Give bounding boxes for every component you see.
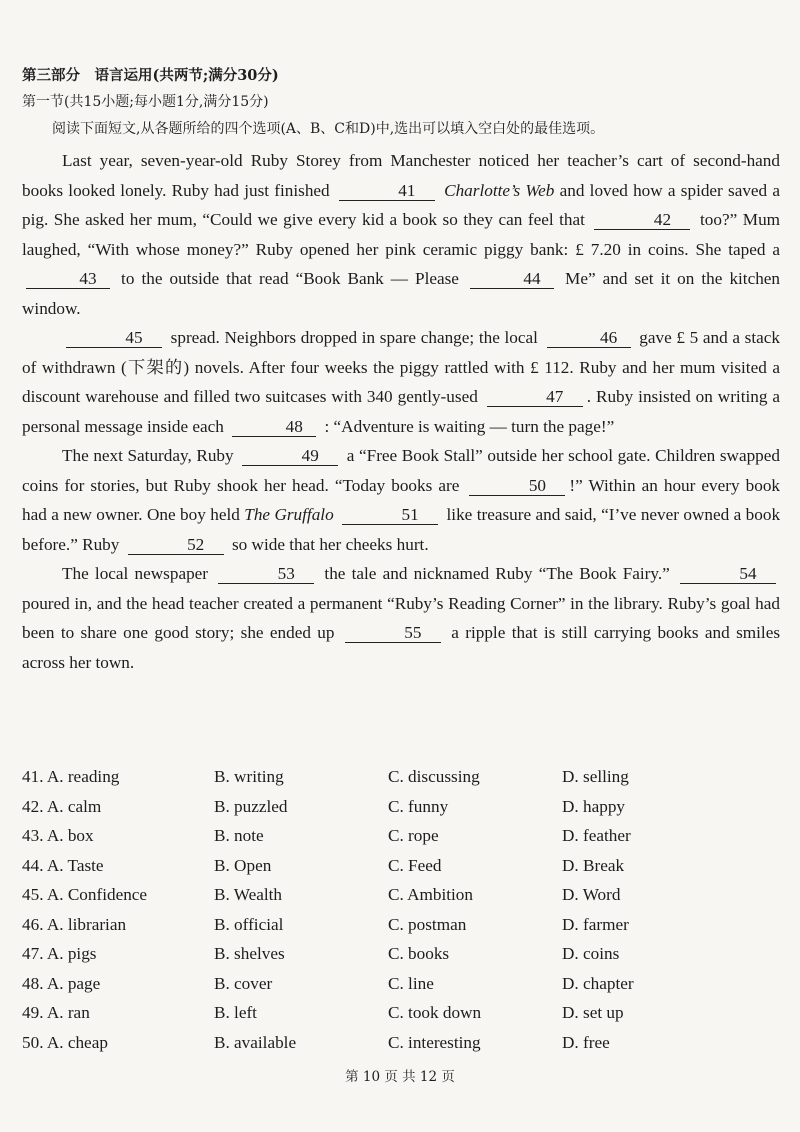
blank-46: 46	[547, 329, 631, 348]
blank-51: 51	[342, 506, 438, 525]
option-b[interactable]: B. official	[214, 914, 284, 934]
paragraph-3	[22, 441, 780, 559]
book-title: The Gruffalo	[244, 505, 334, 524]
section-heading: 第一节(共15小题;每小题1分,满分15分)	[22, 94, 269, 110]
blank-55: 55	[345, 624, 441, 643]
option-b[interactable]: B. writing	[214, 767, 284, 786]
option-a[interactable]: 43. A. box	[22, 826, 94, 845]
option-b[interactable]: B. Open	[214, 855, 272, 875]
option-c[interactable]: C. took down	[388, 1003, 482, 1022]
option-b[interactable]: B. puzzled	[214, 796, 288, 816]
option-d[interactable]: D. set up	[562, 1003, 624, 1022]
text: a “Free Book Stall” outside her school gate. Children swapped coins for stories, but Ruby shook her head. “Today books are	[22, 446, 780, 495]
option-a[interactable]: 41. A. reading	[22, 767, 120, 786]
text: The next Saturday, Ruby	[62, 446, 234, 465]
option-d[interactable]: D. happy	[562, 796, 626, 816]
answer-options	[22, 762, 782, 1057]
text: so wide that her cheeks hurt.	[231, 534, 429, 554]
question-50-options	[22, 1028, 782, 1058]
blank-45: 45	[66, 329, 162, 348]
option-d[interactable]: D. coins	[562, 944, 620, 963]
question-49-options	[22, 998, 782, 1028]
option-c[interactable]: C. postman	[388, 914, 467, 934]
blank-44: 44	[470, 270, 554, 289]
paragraph-1	[22, 146, 780, 323]
option-d[interactable]: D. feather	[562, 826, 631, 845]
option-a[interactable]: 50. A. cheap	[22, 1032, 108, 1052]
option-c[interactable]: C. discussing	[388, 767, 480, 786]
text: !” Within an hour every book had a new owner. One boy held	[22, 475, 781, 524]
text: spread. Neighbors dropped in spare change; the local	[170, 328, 538, 347]
text: and loved how a spider saved a pig. She asked her mum, “Could we give every kid a book so they can feel that	[22, 180, 781, 229]
option-a[interactable]: 42. A. calm	[22, 796, 102, 816]
question-48-options	[22, 969, 782, 999]
option-d[interactable]: D. chapter	[562, 973, 634, 993]
question-46-options	[22, 910, 782, 940]
option-d[interactable]: D. Break	[562, 855, 625, 875]
text: : “Adventure is waiting — turn the page!”	[324, 416, 615, 436]
question-47-options	[22, 939, 782, 969]
option-d[interactable]: D. free	[562, 1032, 610, 1052]
text: . Ruby insisted on writing a personal message inside each	[22, 387, 781, 436]
option-c[interactable]: C. Feed	[388, 855, 442, 875]
part-heading: 第三部分 语言运用(共两节;满分30分)	[22, 67, 279, 84]
option-a[interactable]: 45. A. Confidence	[22, 885, 148, 904]
question-43-options	[22, 821, 782, 851]
book-title: Charlotte’s Web	[444, 180, 555, 200]
option-b[interactable]: B. note	[214, 826, 264, 845]
blank-49: 49	[242, 447, 338, 466]
option-a[interactable]: 47. A. pigs	[22, 944, 97, 963]
blank-47: 47	[487, 388, 583, 407]
text: gave £ 5 and a stack of withdrawn (下架的) novels. After four weeks the piggy rattled with £ 112. Ruby and her mum visited a discount warehouse and filled two suitcases with 340 gently-used	[22, 328, 780, 406]
page-number: 第 10 页 共 12 页	[345, 1069, 455, 1085]
blank-48: 48	[232, 418, 316, 437]
blank-53: 53	[218, 565, 314, 584]
text: a ripple that is still carrying books and smiles across her town.	[22, 623, 781, 672]
option-b[interactable]: B. available	[214, 1032, 297, 1052]
blank-43: 43	[26, 270, 110, 289]
option-b[interactable]: B. left	[214, 1003, 257, 1022]
text: too?” Mum laughed, “With whose money?” Ruby opened her pink ceramic piggy bank: £ 7.20 in coins. She taped a	[22, 210, 781, 259]
question-41-options	[22, 762, 782, 792]
paragraph-4	[22, 559, 780, 677]
text: Me” and set it on the kitchen window.	[22, 269, 781, 318]
option-a[interactable]: 48. A. page	[22, 973, 101, 993]
text: like treasure and said, “I’ve never owned a book before.” Ruby	[22, 505, 781, 554]
text: poured in, and the head teacher created a permanent “Ruby’s Reading Corner” in the library. Ruby’s goal had been to share one good story; she ended up	[22, 593, 780, 642]
option-a[interactable]: 49. A. ran	[22, 1003, 90, 1022]
option-b[interactable]: B. shelves	[214, 944, 285, 963]
question-45-options	[22, 880, 782, 910]
option-d[interactable]: D. Word	[562, 885, 621, 904]
option-b[interactable]: B. Wealth	[214, 885, 282, 904]
question-42-options	[22, 792, 782, 822]
text: Last year, seven-year-old Ruby Storey from Manchester noticed her teacher’s cart of second-hand books looked lonely. Ruby had just finished	[22, 151, 780, 200]
blank-41: 41	[339, 182, 435, 201]
option-c[interactable]: C. interesting	[388, 1032, 481, 1052]
instruction-text: 阅读下面短文,从各题所给的四个选项(A、B、C和D)中,选出可以填入空白处的最佳选项。	[52, 121, 605, 137]
option-d[interactable]: D. selling	[562, 767, 629, 786]
blank-54: 54	[680, 565, 776, 584]
option-b[interactable]: B. cover	[214, 973, 273, 993]
blank-50: 50	[469, 477, 565, 496]
text: to the outside that read “Book Bank — Please	[121, 269, 459, 288]
paragraph-2	[22, 323, 780, 441]
cloze-passage	[22, 146, 780, 677]
question-44-options	[22, 851, 782, 881]
text: The local newspaper	[62, 564, 209, 583]
blank-42: 42	[594, 211, 690, 230]
option-a[interactable]: 46. A. librarian	[22, 914, 127, 934]
option-c[interactable]: C. rope	[388, 826, 439, 845]
option-c[interactable]: C. Ambition	[388, 885, 473, 904]
option-a[interactable]: 44. A. Taste	[22, 855, 104, 875]
text: the tale and nicknamed Ruby “The Book Fairy.”	[324, 564, 670, 583]
option-c[interactable]: C. books	[388, 944, 450, 963]
option-d[interactable]: D. farmer	[562, 914, 629, 934]
option-c[interactable]: C. funny	[388, 796, 449, 816]
option-c[interactable]: C. line	[388, 973, 434, 993]
blank-52: 52	[128, 536, 224, 555]
